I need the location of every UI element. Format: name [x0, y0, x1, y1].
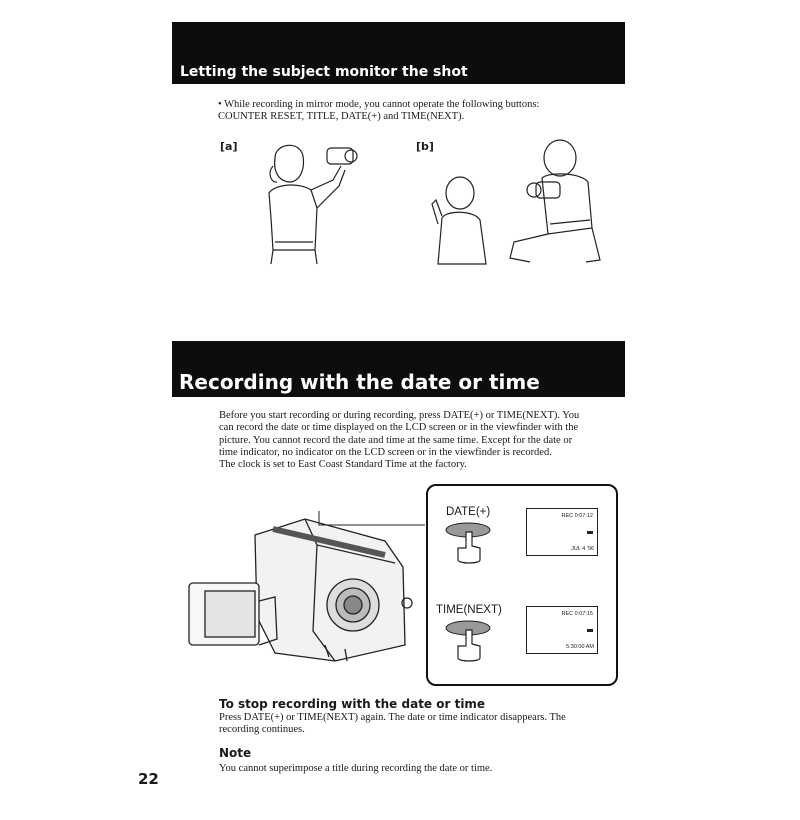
date-button[interactable] [444, 522, 496, 566]
body-line: time indicator, no indicator on the LCD screen or in the viewfinder is recorded. [219, 446, 552, 458]
date-button-label: DATE(+) [446, 506, 491, 518]
bullet-line: • While recording in mirror mode, you cannot operate the following buttons: [218, 99, 540, 110]
time-button-label: TIME(NEXT) [436, 604, 502, 616]
intro-paragraph [219, 410, 619, 471]
date-readout: JUL 4 '96 [571, 546, 594, 552]
tape-icon [587, 629, 593, 632]
camcorder-illustration [185, 505, 425, 665]
section-banner-date-time [172, 341, 625, 397]
mirror-mode-bullet [218, 99, 618, 123]
time-button[interactable] [444, 620, 496, 664]
figure-b-label: [b] [416, 140, 434, 153]
page-number: 22 [138, 770, 159, 788]
section-title: Recording with the date or time [179, 370, 540, 394]
lcd-screen-time [526, 606, 598, 654]
date-time-panel [426, 484, 618, 686]
section-title: Letting the subject monitor the shot [180, 64, 468, 80]
body-line: Before you start recording or during recording, press DATE(+) or TIME(NEXT). You [219, 410, 580, 421]
rec-counter: REC 0:07:12 [561, 513, 593, 519]
body-line: recording continues. [219, 724, 305, 736]
figure-a-label: [a] [220, 140, 238, 153]
section-banner-monitor [172, 22, 625, 84]
body-line: picture. You cannot record the date and time at the same time. Except for the date or [219, 434, 573, 446]
figure-a-illustration [255, 138, 365, 268]
body-line: Press DATE(+) or TIME(NEXT) again. The date or time indicator disappears. The [219, 712, 566, 723]
lcd-screen-date [526, 508, 598, 556]
stop-recording-heading: To stop recording with the date or time [219, 697, 486, 711]
rec-counter: REC 0:07:15 [561, 611, 593, 617]
bullet-line: COUNTER RESET, TITLE, DATE(+) and TIME(NEXT). [218, 111, 465, 122]
time-readout: 5:30:00 AM [566, 644, 594, 650]
body-line: The clock is set to East Coast Standard Time at the factory. [219, 459, 467, 471]
note-paragraph: You cannot superimpose a title during recording the date or time. [219, 763, 493, 774]
body-line: can record the date or time displayed on the LCD screen or in the viewfinder with the [219, 422, 579, 434]
note-heading: Note [219, 746, 252, 760]
figure-b-illustration [430, 138, 610, 268]
tape-icon [587, 531, 593, 534]
stop-recording-paragraph [219, 712, 619, 737]
